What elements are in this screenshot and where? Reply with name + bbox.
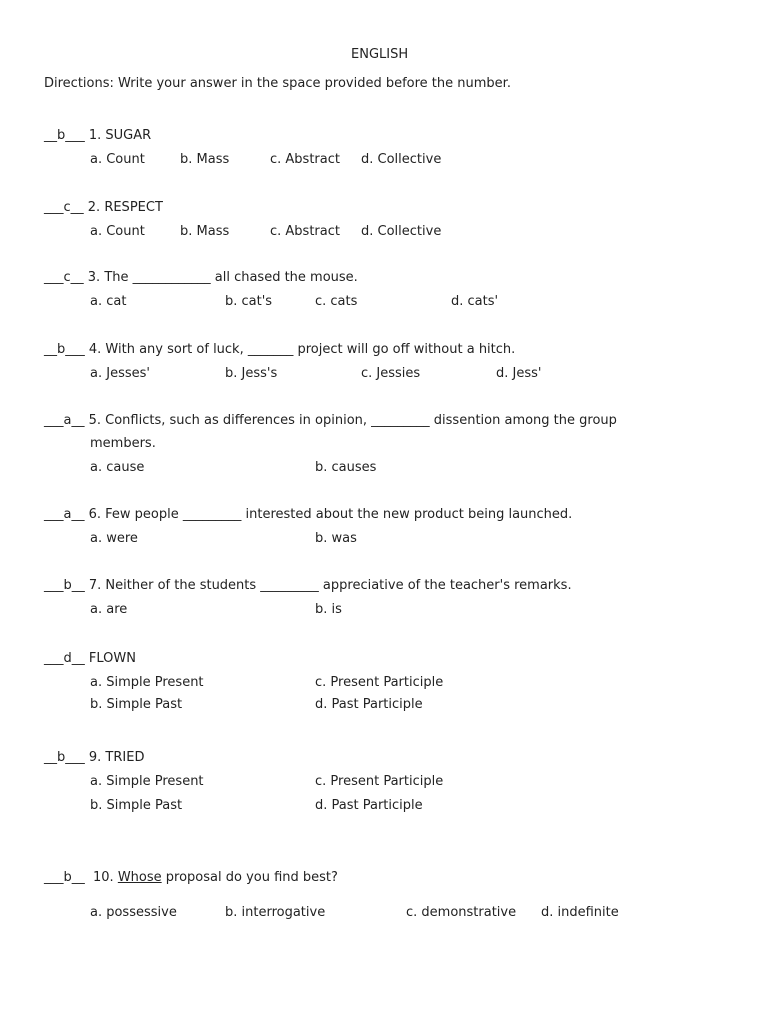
option: b. was — [315, 531, 357, 546]
option: d. indefinite — [541, 905, 619, 920]
option: c. Abstract — [270, 224, 340, 239]
option: b. Simple Past — [90, 697, 183, 712]
page-title: ENGLISH — [351, 47, 409, 62]
option: a. Simple Present — [90, 675, 204, 690]
question-stem-prefix: ___b__ 10. — [44, 870, 118, 885]
option: a. cause — [90, 460, 145, 475]
option: a. Count — [90, 152, 145, 167]
question-stem: ___c__ 3. The ____________ all chased the mouse. — [44, 270, 358, 285]
option: a. cat — [90, 294, 127, 309]
option: d. Collective — [361, 224, 442, 239]
question-stem: ___b__ 7. Neither of the students _________ appreciative of the teacher's remarks. — [44, 578, 572, 593]
option: c. Present Participle — [315, 675, 444, 690]
option: a. possessive — [90, 905, 177, 920]
option: b. is — [315, 602, 342, 617]
question-stem-suffix: proposal do you find best? — [161, 870, 338, 885]
option: d. Past Participle — [315, 798, 423, 813]
question-stem-continued: members. — [90, 436, 156, 451]
option: b. interrogative — [225, 905, 326, 920]
option: d. Jess' — [496, 366, 542, 381]
option: d. Collective — [361, 152, 442, 167]
option: c. Jessies — [361, 366, 421, 381]
option: d. cats' — [451, 294, 499, 309]
option: a. are — [90, 602, 128, 617]
option: d. Past Participle — [315, 697, 423, 712]
option: c. cats — [315, 294, 358, 309]
option: b. Mass — [180, 224, 230, 239]
option: b. Mass — [180, 152, 230, 167]
question-stem: __b___ 4. With any sort of luck, _______ project will go off without a hitch. — [44, 342, 516, 357]
question-stem: ___c__ 2. RESPECT — [44, 200, 163, 215]
option: a. Simple Present — [90, 774, 204, 789]
option: c. Abstract — [270, 152, 340, 167]
question-stem: ___a__ 5. Conflicts, such as differences in opinion, _________ dissention among the group — [44, 413, 617, 428]
option: b. Simple Past — [90, 798, 183, 813]
option: b. Jess's — [225, 366, 278, 381]
option: c. Present Participle — [315, 774, 444, 789]
underlined-word: Whose — [117, 870, 162, 885]
directions-text: Directions: Write your answer in the space provided before the number. — [44, 76, 511, 91]
option: b. cat's — [225, 294, 273, 309]
question-stem: __b___ 1. SUGAR — [44, 128, 152, 143]
option: b. causes — [315, 460, 377, 475]
question-stem: ___a__ 6. Few people _________ interested about the new product being launched. — [44, 507, 573, 522]
option: a. Count — [90, 224, 145, 239]
question-stem: __b___ 9. TRIED — [44, 750, 145, 765]
option: a. were — [90, 531, 138, 546]
option: a. Jesses' — [90, 366, 150, 381]
question-stem: ___d__ FLOWN — [44, 651, 136, 666]
question-stem — [44, 870, 338, 886]
option: c. demonstrative — [406, 905, 517, 920]
